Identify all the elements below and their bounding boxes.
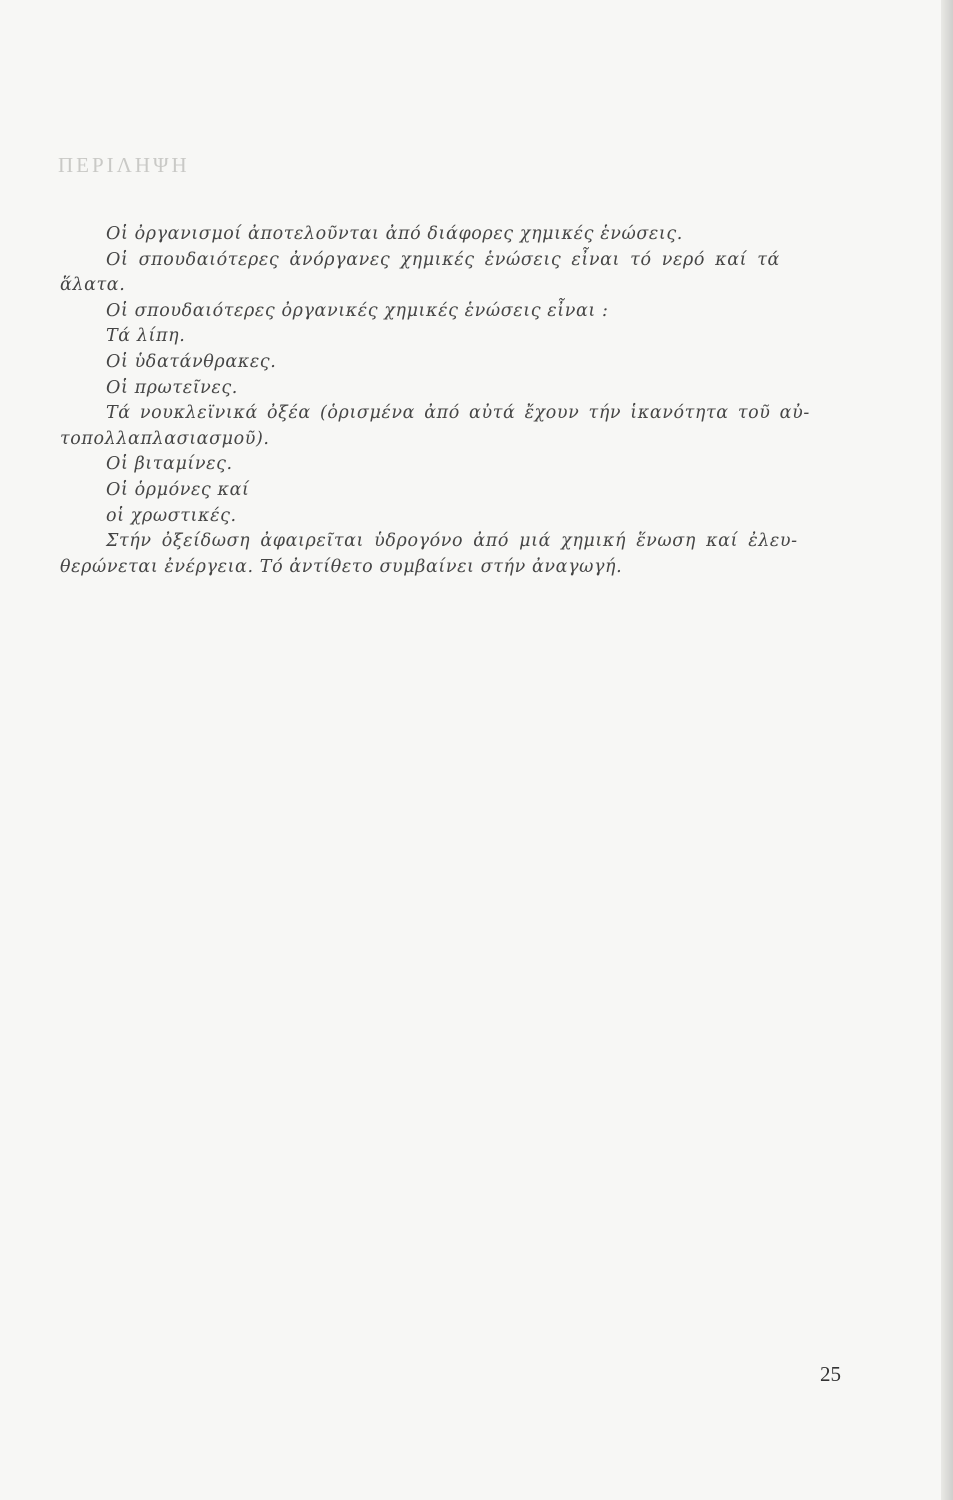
text-line: Οἱ ὁρμόνες καί	[106, 479, 250, 500]
text-line: Οἱ πρωτεῖνες.	[106, 377, 238, 398]
text-line: Οἱ ὀργανισμοί ἀποτελοῦνται ἀπό διάφορες χημικές ἑνώσεις.	[106, 224, 683, 244]
text-line: Τά νουκλεϊνικά ὀξέα (ὁρισμένα ἀπό αὐτά ἔχουν τήν ἱκανότητα τοῦ αὐ-	[106, 403, 810, 424]
text-line: τοπολλαπλασιασμοῦ).	[60, 428, 270, 449]
page-number: 25	[820, 1362, 841, 1386]
section-heading: ΠΕΡΙΛΗΨΗ	[58, 153, 190, 177]
page-edge-shadow	[941, 0, 953, 1500]
text-line: Τά λίπη.	[106, 326, 186, 347]
text-line: θερώνεται ἐνέργεια. Τό ἀντίθετο συμβαίνει στήν ἀναγωγή.	[60, 556, 623, 577]
text-line: ἅλατα.	[60, 275, 126, 296]
text-line: Οἱ σπουδαιότερες ἀνόργανες χημικές ἑνώσεις εἶναι τό νερό καί τά	[106, 249, 780, 270]
text-line: Οἱ σπουδαιότερες ὀργανικές χημικές ἑνώσεις εἶναι :	[106, 300, 609, 321]
text-line: Οἱ βιταμίνες.	[106, 454, 233, 475]
text-line: οἱ χρωστικές.	[106, 505, 237, 526]
summary-text	[60, 222, 830, 580]
text-line: Στήν ὀξείδωση ἀφαιρεῖται ὑδρογόνο ἀπό μιά χημική ἕνωση καί ἐλευ-	[106, 531, 798, 552]
text-line: Οἱ ὑδατάνθρακες.	[106, 351, 277, 372]
